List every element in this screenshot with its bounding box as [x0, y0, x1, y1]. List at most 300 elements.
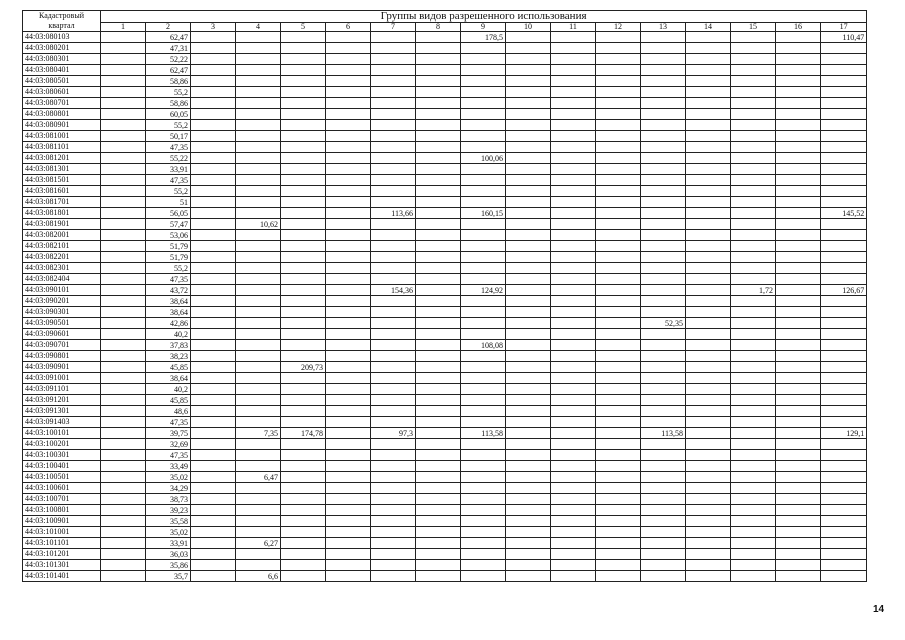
- value-cell: [236, 54, 281, 65]
- value-cell: [596, 373, 641, 384]
- value-cell: [461, 263, 506, 274]
- value-cell: [101, 230, 146, 241]
- value-cell: [236, 417, 281, 428]
- value-cell: [191, 252, 236, 263]
- value-cell: [641, 54, 686, 65]
- value-cell: [821, 461, 867, 472]
- value-cell: [236, 76, 281, 87]
- value-cell: [641, 340, 686, 351]
- value-cell: [551, 208, 596, 219]
- value-cell: 55,2: [146, 87, 191, 98]
- kad-kvartal-cell: 44:03:080401: [23, 65, 101, 76]
- table-row: [23, 186, 867, 197]
- value-cell: [596, 76, 641, 87]
- value-cell: [686, 351, 731, 362]
- value-cell: 154,36: [371, 285, 416, 296]
- value-cell: [686, 43, 731, 54]
- value-cell: [776, 241, 821, 252]
- value-cell: [731, 439, 776, 450]
- value-cell: [776, 307, 821, 318]
- value-cell: [281, 87, 326, 98]
- kad-kvartal-cell: 44:03:090801: [23, 351, 101, 362]
- value-cell: [101, 208, 146, 219]
- value-cell: [281, 494, 326, 505]
- value-cell: [821, 307, 867, 318]
- value-cell: [596, 340, 641, 351]
- value-cell: [731, 373, 776, 384]
- value-cell: [326, 263, 371, 274]
- value-cell: [191, 516, 236, 527]
- value-cell: [731, 76, 776, 87]
- value-cell: [686, 131, 731, 142]
- value-cell: [641, 450, 686, 461]
- value-cell: [416, 263, 461, 274]
- value-cell: [551, 362, 596, 373]
- value-cell: [416, 76, 461, 87]
- value-cell: [596, 197, 641, 208]
- value-cell: [371, 131, 416, 142]
- value-cell: [686, 549, 731, 560]
- kad-kvartal-cell: 44:03:090601: [23, 329, 101, 340]
- table-row: [23, 263, 867, 274]
- value-cell: [416, 516, 461, 527]
- value-cell: [731, 32, 776, 43]
- value-cell: [551, 241, 596, 252]
- value-cell: [596, 164, 641, 175]
- value-cell: [281, 65, 326, 76]
- value-cell: [281, 538, 326, 549]
- value-cell: [551, 538, 596, 549]
- page-number: 14: [873, 604, 885, 615]
- value-cell: [641, 208, 686, 219]
- value-cell: [731, 505, 776, 516]
- value-cell: [101, 538, 146, 549]
- value-cell: [776, 153, 821, 164]
- table-row: [23, 505, 867, 516]
- value-cell: [731, 87, 776, 98]
- value-cell: [191, 208, 236, 219]
- value-cell: [821, 516, 867, 527]
- value-cell: [686, 472, 731, 483]
- value-cell: 45,85: [146, 395, 191, 406]
- value-cell: [551, 109, 596, 120]
- value-cell: [236, 351, 281, 362]
- value-cell: [281, 439, 326, 450]
- value-cell: [326, 527, 371, 538]
- value-cell: [731, 197, 776, 208]
- kad-kvartal-cell: 44:03:081901: [23, 219, 101, 230]
- value-cell: 7,35: [236, 428, 281, 439]
- value-cell: [551, 516, 596, 527]
- value-cell: [596, 274, 641, 285]
- kad-kvartal-cell: 44:03:090901: [23, 362, 101, 373]
- value-cell: [326, 164, 371, 175]
- value-cell: [551, 417, 596, 428]
- value-cell: [281, 131, 326, 142]
- table-row: [23, 307, 867, 318]
- value-cell: [236, 252, 281, 263]
- value-cell: [101, 296, 146, 307]
- table-row: [23, 65, 867, 76]
- column-number-header: 12: [596, 23, 641, 32]
- value-cell: [416, 395, 461, 406]
- value-cell: [731, 472, 776, 483]
- value-cell: [506, 219, 551, 230]
- value-cell: [236, 285, 281, 296]
- kad-kvartal-cell: 44:03:081801: [23, 208, 101, 219]
- value-cell: [731, 274, 776, 285]
- value-cell: 47,35: [146, 450, 191, 461]
- value-cell: [461, 98, 506, 109]
- value-cell: [596, 472, 641, 483]
- kad-kvartal-cell: 44:03:082101: [23, 241, 101, 252]
- value-cell: [506, 538, 551, 549]
- value-cell: 56,05: [146, 208, 191, 219]
- value-cell: [641, 549, 686, 560]
- value-cell: [776, 252, 821, 263]
- value-cell: [326, 461, 371, 472]
- value-cell: [101, 505, 146, 516]
- value-cell: [461, 571, 506, 582]
- value-cell: [416, 142, 461, 153]
- value-cell: [731, 120, 776, 131]
- table-row: [23, 98, 867, 109]
- table-row: [23, 153, 867, 164]
- value-cell: [326, 241, 371, 252]
- value-cell: [416, 505, 461, 516]
- value-cell: [776, 32, 821, 43]
- value-cell: [551, 571, 596, 582]
- value-cell: [551, 32, 596, 43]
- value-cell: [686, 153, 731, 164]
- value-cell: 145,52: [821, 208, 867, 219]
- value-cell: [551, 274, 596, 285]
- value-cell: [551, 296, 596, 307]
- value-cell: 126,67: [821, 285, 867, 296]
- value-cell: 110,47: [821, 32, 867, 43]
- value-cell: [191, 538, 236, 549]
- value-cell: [416, 549, 461, 560]
- value-cell: [371, 197, 416, 208]
- value-cell: [236, 142, 281, 153]
- value-cell: 58,86: [146, 98, 191, 109]
- value-cell: [506, 428, 551, 439]
- value-cell: [776, 219, 821, 230]
- value-cell: [326, 87, 371, 98]
- value-cell: [236, 494, 281, 505]
- value-cell: [686, 76, 731, 87]
- value-cell: [821, 131, 867, 142]
- value-cell: [371, 43, 416, 54]
- value-cell: 47,35: [146, 142, 191, 153]
- value-cell: [776, 362, 821, 373]
- value-cell: [191, 263, 236, 274]
- value-cell: [101, 560, 146, 571]
- value-cell: [551, 219, 596, 230]
- value-cell: [551, 175, 596, 186]
- value-cell: [641, 538, 686, 549]
- value-cell: [821, 252, 867, 263]
- table-row: [23, 472, 867, 483]
- value-cell: [281, 450, 326, 461]
- value-cell: 36,03: [146, 549, 191, 560]
- value-cell: [326, 142, 371, 153]
- value-cell: [461, 494, 506, 505]
- value-cell: [236, 373, 281, 384]
- table-row: [23, 219, 867, 230]
- value-cell: [776, 76, 821, 87]
- value-cell: [731, 483, 776, 494]
- value-cell: [461, 175, 506, 186]
- value-cell: [371, 450, 416, 461]
- value-cell: [596, 208, 641, 219]
- value-cell: [551, 120, 596, 131]
- value-cell: [101, 164, 146, 175]
- value-cell: [551, 43, 596, 54]
- value-cell: [686, 439, 731, 450]
- value-cell: [416, 153, 461, 164]
- value-cell: [371, 252, 416, 263]
- value-cell: [281, 461, 326, 472]
- value-cell: 39,75: [146, 428, 191, 439]
- value-cell: [416, 362, 461, 373]
- value-cell: [551, 263, 596, 274]
- value-cell: 33,91: [146, 538, 191, 549]
- value-cell: [641, 417, 686, 428]
- value-cell: [371, 373, 416, 384]
- value-cell: [281, 109, 326, 120]
- table-row: [23, 373, 867, 384]
- value-cell: 38,23: [146, 351, 191, 362]
- value-cell: [371, 54, 416, 65]
- value-cell: [686, 54, 731, 65]
- value-cell: [371, 76, 416, 87]
- value-cell: 42,86: [146, 318, 191, 329]
- column-number-header: 4: [236, 23, 281, 32]
- value-cell: [641, 230, 686, 241]
- value-cell: [101, 32, 146, 43]
- value-cell: [641, 505, 686, 516]
- value-cell: [506, 263, 551, 274]
- value-cell: [326, 120, 371, 131]
- value-cell: [551, 76, 596, 87]
- value-cell: [281, 516, 326, 527]
- value-cell: 43,72: [146, 285, 191, 296]
- value-cell: [776, 285, 821, 296]
- value-cell: [506, 241, 551, 252]
- value-cell: [191, 549, 236, 560]
- value-cell: [461, 461, 506, 472]
- value-cell: [596, 516, 641, 527]
- value-cell: 35,86: [146, 560, 191, 571]
- value-cell: [596, 131, 641, 142]
- value-cell: [191, 307, 236, 318]
- value-cell: [551, 98, 596, 109]
- value-cell: [281, 527, 326, 538]
- value-cell: [416, 219, 461, 230]
- value-cell: [506, 285, 551, 296]
- value-cell: [686, 296, 731, 307]
- value-cell: [236, 197, 281, 208]
- value-cell: 100,06: [461, 153, 506, 164]
- value-cell: 51,79: [146, 252, 191, 263]
- kad-kvartal-cell: 44:03:080103: [23, 32, 101, 43]
- value-cell: [236, 483, 281, 494]
- kad-kvartal-cell: 44:03:081101: [23, 142, 101, 153]
- value-cell: 55,2: [146, 186, 191, 197]
- value-cell: [281, 43, 326, 54]
- value-cell: [326, 516, 371, 527]
- value-cell: [371, 571, 416, 582]
- value-cell: [101, 428, 146, 439]
- value-cell: [416, 241, 461, 252]
- table-row: [23, 252, 867, 263]
- value-cell: [101, 329, 146, 340]
- value-cell: 45,85: [146, 362, 191, 373]
- value-cell: [596, 549, 641, 560]
- value-cell: [596, 483, 641, 494]
- value-cell: [731, 98, 776, 109]
- table-row: [23, 285, 867, 296]
- value-cell: [506, 340, 551, 351]
- value-cell: [641, 439, 686, 450]
- value-cell: 113,58: [461, 428, 506, 439]
- table-row: [23, 538, 867, 549]
- value-cell: [101, 76, 146, 87]
- value-cell: [101, 274, 146, 285]
- value-cell: [686, 263, 731, 274]
- value-cell: 52,22: [146, 54, 191, 65]
- value-cell: [101, 285, 146, 296]
- value-cell: [776, 175, 821, 186]
- kad-kvartal-cell: 44:03:100201: [23, 439, 101, 450]
- table-row: [23, 164, 867, 175]
- value-cell: [641, 351, 686, 362]
- kad-kvartal-cell: 44:03:101201: [23, 549, 101, 560]
- value-cell: [776, 186, 821, 197]
- value-cell: [191, 417, 236, 428]
- value-cell: [326, 351, 371, 362]
- value-cell: [371, 274, 416, 285]
- table-row: [23, 109, 867, 120]
- value-cell: [416, 571, 461, 582]
- value-cell: [236, 98, 281, 109]
- value-cell: [596, 153, 641, 164]
- kad-kvartal-cell: 44:03:080801: [23, 109, 101, 120]
- value-cell: [551, 252, 596, 263]
- value-cell: [416, 296, 461, 307]
- value-cell: [191, 230, 236, 241]
- value-cell: 209,73: [281, 362, 326, 373]
- value-cell: [371, 307, 416, 318]
- value-cell: [506, 461, 551, 472]
- value-cell: [686, 340, 731, 351]
- value-cell: [551, 450, 596, 461]
- value-cell: [551, 351, 596, 362]
- value-cell: [101, 384, 146, 395]
- value-cell: [776, 120, 821, 131]
- value-cell: [191, 384, 236, 395]
- value-cell: [416, 373, 461, 384]
- value-cell: [776, 549, 821, 560]
- value-cell: [416, 329, 461, 340]
- value-cell: [371, 461, 416, 472]
- value-cell: 35,7: [146, 571, 191, 582]
- value-cell: [731, 450, 776, 461]
- value-cell: [416, 538, 461, 549]
- value-cell: [326, 340, 371, 351]
- value-cell: [686, 285, 731, 296]
- value-cell: [776, 384, 821, 395]
- value-cell: [461, 450, 506, 461]
- value-cell: 113,58: [641, 428, 686, 439]
- value-cell: [731, 153, 776, 164]
- value-cell: [371, 384, 416, 395]
- value-cell: [326, 296, 371, 307]
- value-cell: [506, 208, 551, 219]
- value-cell: [821, 43, 867, 54]
- value-cell: [596, 142, 641, 153]
- value-cell: [641, 120, 686, 131]
- value-cell: [281, 197, 326, 208]
- value-cell: [371, 142, 416, 153]
- value-cell: [821, 494, 867, 505]
- value-cell: [641, 87, 686, 98]
- value-cell: [371, 153, 416, 164]
- value-cell: [281, 241, 326, 252]
- value-cell: [506, 175, 551, 186]
- value-cell: [416, 87, 461, 98]
- value-cell: [686, 417, 731, 428]
- value-cell: [236, 208, 281, 219]
- value-cell: 38,73: [146, 494, 191, 505]
- value-cell: [821, 76, 867, 87]
- value-cell: [776, 318, 821, 329]
- value-cell: [236, 560, 281, 571]
- value-cell: [821, 241, 867, 252]
- value-cell: [326, 362, 371, 373]
- value-cell: [191, 318, 236, 329]
- value-cell: 47,35: [146, 175, 191, 186]
- value-cell: [461, 472, 506, 483]
- value-cell: [551, 318, 596, 329]
- value-cell: [506, 549, 551, 560]
- value-cell: 33,49: [146, 461, 191, 472]
- value-cell: [101, 318, 146, 329]
- value-cell: [461, 54, 506, 65]
- value-cell: [731, 263, 776, 274]
- value-cell: [506, 252, 551, 263]
- value-cell: [191, 560, 236, 571]
- value-cell: [641, 461, 686, 472]
- value-cell: [416, 109, 461, 120]
- value-cell: [371, 505, 416, 516]
- value-cell: [506, 153, 551, 164]
- table-row: [23, 560, 867, 571]
- value-cell: [371, 175, 416, 186]
- value-cell: [596, 428, 641, 439]
- value-cell: [821, 230, 867, 241]
- value-cell: [281, 384, 326, 395]
- value-cell: [371, 472, 416, 483]
- value-cell: 35,02: [146, 527, 191, 538]
- value-cell: [641, 219, 686, 230]
- value-cell: [326, 505, 371, 516]
- value-cell: [506, 417, 551, 428]
- value-cell: [821, 417, 867, 428]
- value-cell: [371, 120, 416, 131]
- value-cell: [461, 241, 506, 252]
